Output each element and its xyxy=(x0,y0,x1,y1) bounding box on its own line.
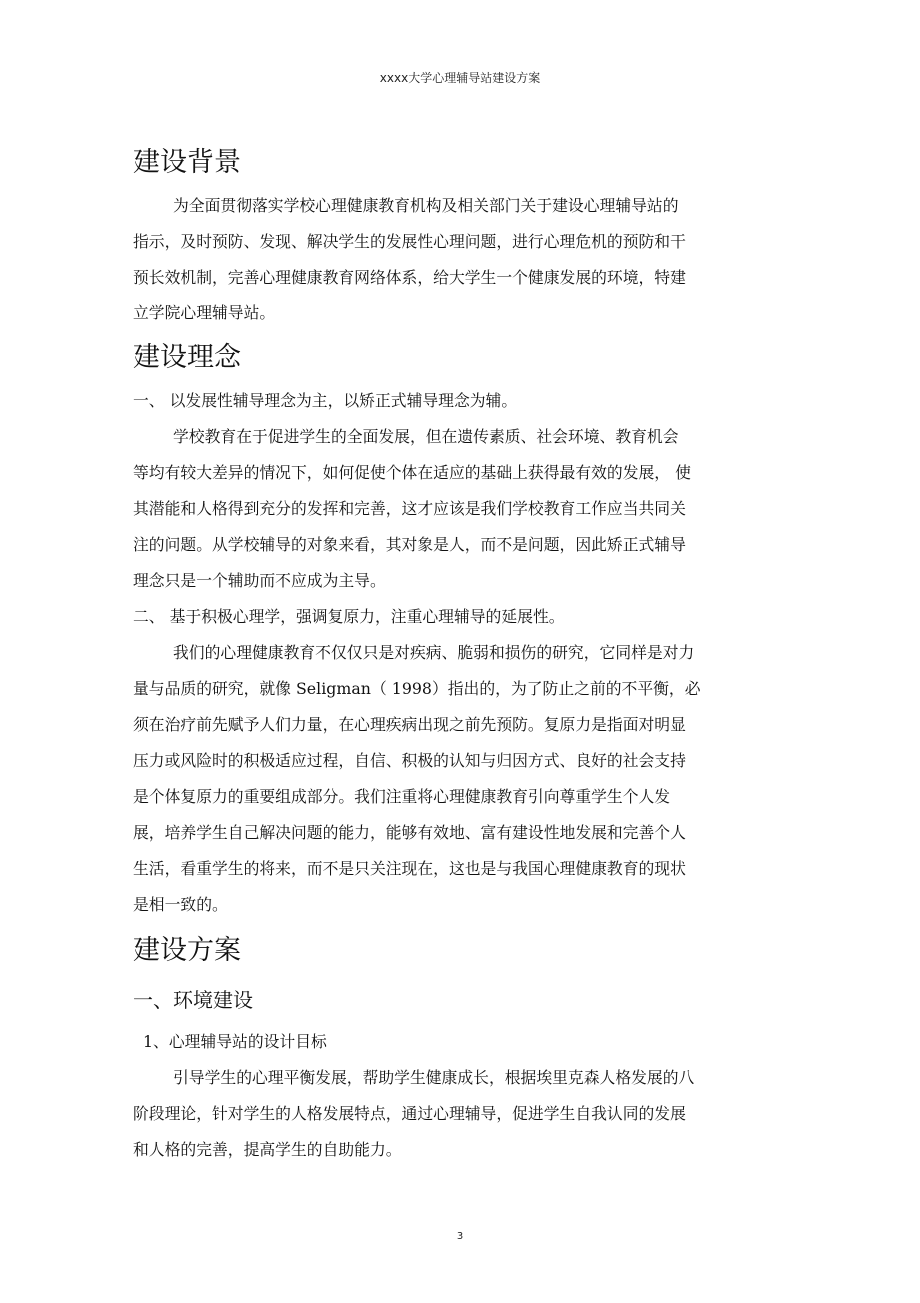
paragraph-line: 指示，及时预防、发现、解决学生的发展性心理问题，进行心理危机的预防和干 xyxy=(133,232,686,251)
paragraph-line: 立学院心理辅导站。 xyxy=(133,303,276,322)
paragraph-line: 等均有较大差异的情况下，如何促使个体在适应的基础上获得最有效的发展， 使 xyxy=(133,463,691,482)
subsection-title: 一、环境建设 xyxy=(133,988,253,1012)
item-heading: 1、心理辅导站的设计目标 xyxy=(143,1032,327,1051)
page-header: xxxx大学心理辅导站建设方案 xyxy=(379,71,541,85)
paragraph-line: 引导学生的心理平衡发展，帮助学生健康成长，根据埃里克森人格发展的八 xyxy=(173,1068,695,1087)
paragraph-line: 阶段理论，针对学生的人格发展特点，通过心理辅导，促进学生自我认同的发展 xyxy=(133,1104,686,1123)
section-title-philosophy: 建设理念 xyxy=(133,342,241,373)
paragraph-line: 和人格的完善，提高学生的自助能力。 xyxy=(133,1140,402,1159)
paragraph-line: 展，培养学生自己解决问题的能力，能够有效地、富有建设性地发展和完善个人 xyxy=(133,823,686,842)
paragraph-line: 预长效机制，完善心理健康教育网络体系，给大学生一个健康发展的环境，特建 xyxy=(133,268,686,287)
section-title-background: 建设背景 xyxy=(133,147,241,178)
paragraph-line: 为全面贯彻落实学校心理健康教育机构及相关部门关于建设心理辅导站的 xyxy=(173,196,679,215)
page-number: 3 xyxy=(456,1231,464,1242)
paragraph-line: 学校教育在于促进学生的全面发展，但在遗传素质、社会环境、教育机会 xyxy=(173,427,679,446)
paragraph-line: 我们的心理健康教育不仅仅只是对疾病、脆弱和损伤的研究，它同样是对力 xyxy=(173,643,695,662)
point-heading: 二、 基于积极心理学，强调复原力，注重心理辅导的延展性。 xyxy=(133,607,565,626)
section-title-plan: 建设方案 xyxy=(133,935,241,966)
paragraph-line: 是相一致的。 xyxy=(133,895,228,914)
point-heading: 一、 以发展性辅导理念为主，以矫正式辅导理念为辅。 xyxy=(133,391,518,410)
paragraph-line: 理念只是一个辅助而不应成为主导。 xyxy=(133,571,386,590)
paragraph-line: 须在治疗前先赋予人们力量，在心理疾病出现之前先预防。复原力是指面对明显 xyxy=(133,715,686,734)
paragraph-line: 其潜能和人格得到充分的发挥和完善，这才应该是我们学校教育工作应当共同关 xyxy=(133,499,686,518)
paragraph-line: 是个体复原力的重要组成部分。我们注重将心理健康教育引向尊重学生个人发 xyxy=(133,787,671,806)
paragraph-line: 压力或风险时的积极适应过程，自信、积极的认知与归因方式、良好的社会支持 xyxy=(133,751,686,770)
paragraph-line: 生活，看重学生的将来，而不是只关注现在，这也是与我国心理健康教育的现状 xyxy=(133,859,686,878)
paragraph-line: 注的问题。从学校辅导的对象来看，其对象是人，而不是问题，因此矫正式辅导 xyxy=(133,535,686,554)
paragraph-line: 量与品质的研究，就像 Seligman（ 1998）指出的，为了防止之前的不平衡，必 xyxy=(133,679,701,698)
